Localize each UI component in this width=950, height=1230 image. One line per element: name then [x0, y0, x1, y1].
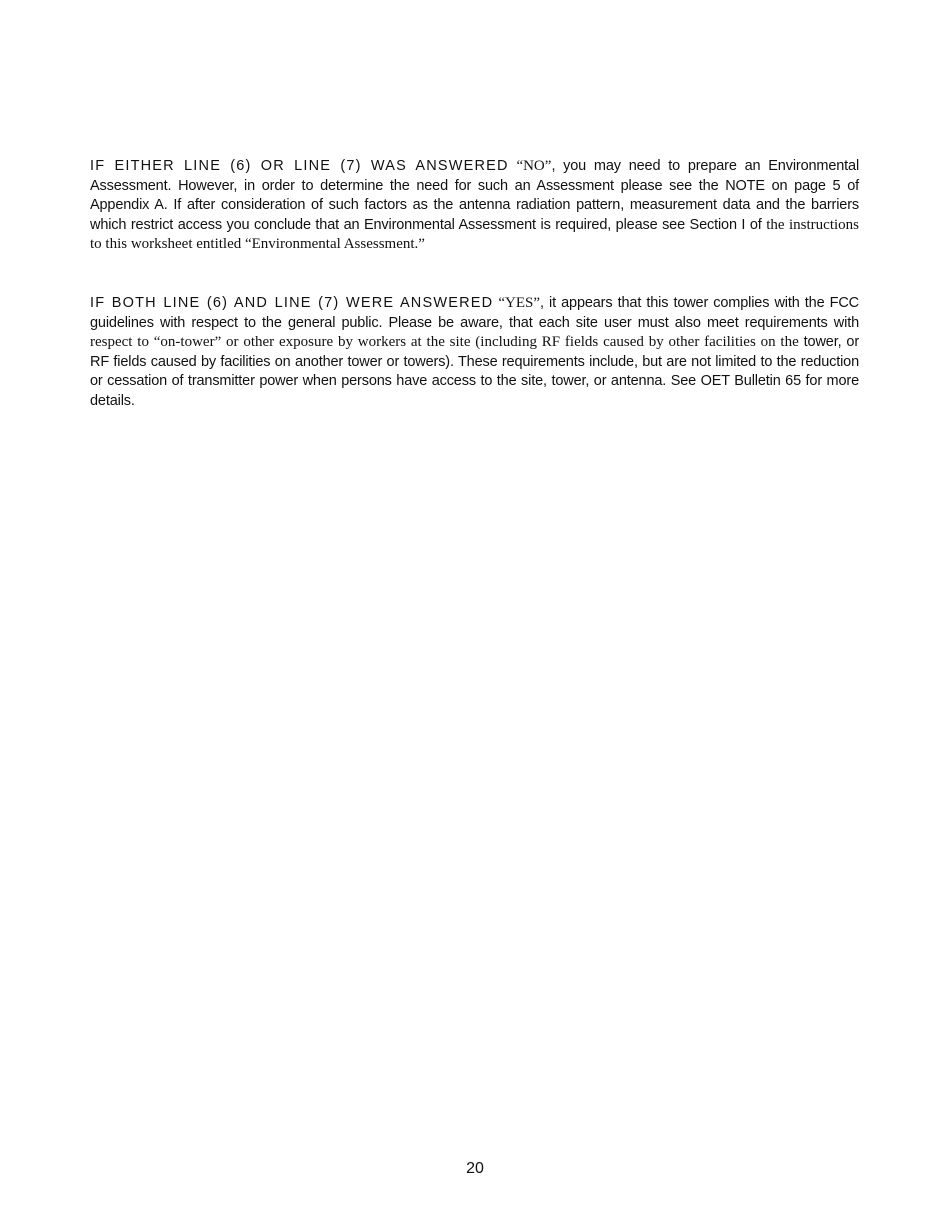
- paragraph-yes-body-2: tower, or RF fields caused by facilities on another tower or towers). These requirements include, but are not limited to the reduction or cessation of transmitter power when persons have access to the site, tower, or antenna. See OET Bulletin 65 for more details.: [90, 334, 859, 409]
- paragraph-answered-yes: [90, 294, 859, 411]
- paragraph-yes-lead: IF BOTH LINE (6) AND LINE (7) WERE ANSWERED: [90, 295, 494, 311]
- paragraph-yes-quote: “YES”: [493, 295, 540, 311]
- paragraph-yes-serif-part: respect to “on-tower” or other exposure by workers at the site (including RF fields caused by other facilities on the: [90, 334, 799, 350]
- paragraph-no-lead: IF EITHER LINE (6) OR LINE (7) WAS ANSWERED: [90, 158, 509, 174]
- paragraph-yes-body-1: , it appears that this tower complies with the FCC guidelines with respect to the general public. Please be aware, that each site user must also meet requirements with: [90, 295, 859, 331]
- paragraph-no-tail: the instructions to this worksheet entitled “Environmental Assessment.”: [90, 216, 859, 252]
- paragraph-answered-no: [90, 157, 859, 255]
- page-number: 20: [466, 1160, 484, 1177]
- paragraph-no-quote: “NO”: [508, 158, 552, 174]
- paragraph-no-body: , you may need to prepare an Environmental Assessment. However, in order to determine the need for such an Assessment please see the NOTE on page 5 of Appendix A. If after consideration of such factors as the antenna radiation pattern, measurement data and the barriers which restrict access you conclude that an Environmental Assessment is required, please see Section I of: [90, 158, 860, 233]
